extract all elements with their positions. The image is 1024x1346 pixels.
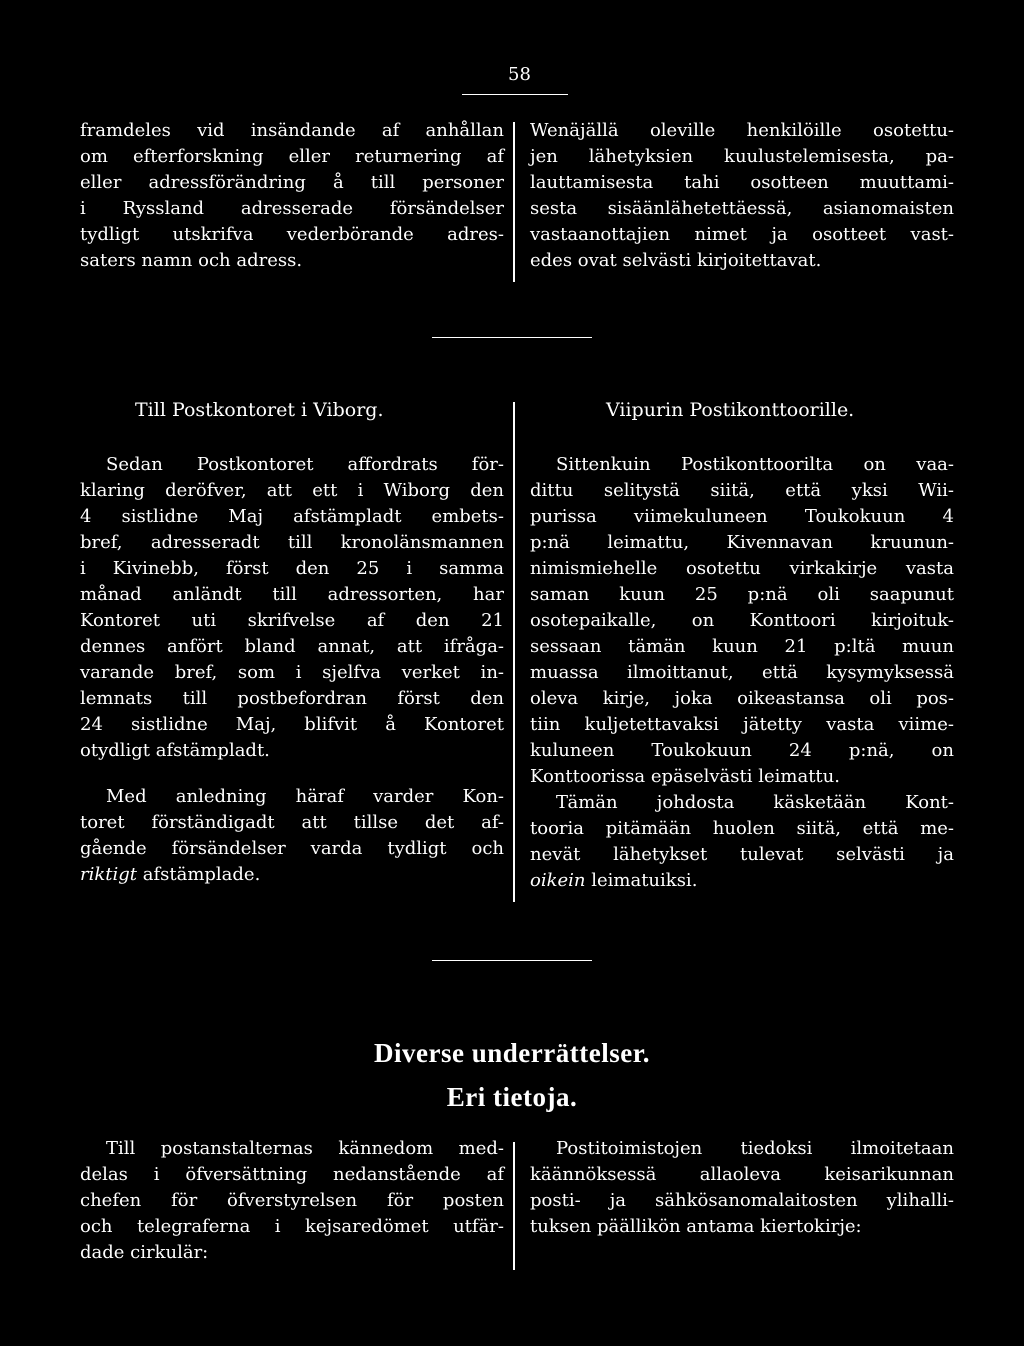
text-line: osotepaikalle, on Konttoori kirjoituk- <box>530 610 954 631</box>
text-line: chefen för öfverstyrelsen för posten <box>80 1190 504 1211</box>
swedish-notice <box>80 1136 504 1266</box>
text-line: nevät lähetykset tulevat selvästi ja <box>530 844 954 865</box>
text-line: jen lähetyksien kuulustelemisesta, pa- <box>530 146 954 167</box>
text-line: Kontoret uti skrifvelse af den 21 <box>80 610 504 631</box>
text-line: toret förständigadt att tillse det af- <box>80 812 504 833</box>
text-line: dade cirkulär: <box>80 1242 209 1263</box>
text-line: saman kuun 25 p:nä oli saapunut <box>530 584 954 605</box>
text-line: framdeles vid insändande af anhållan <box>80 120 504 141</box>
text-line: om efterforskning eller returnering af <box>80 146 504 167</box>
text-line: i Kivinebb, först den 25 i samma <box>80 558 504 579</box>
italic-word: riktigt <box>80 864 138 885</box>
text-line: i Ryssland adresserade försändelser <box>80 198 504 219</box>
text-line: saters namn och adress. <box>80 250 303 271</box>
text-line: klaring deröfver, att ett i Wiborg den <box>80 480 504 501</box>
finnish-letter-body <box>530 452 954 894</box>
column-divider <box>513 122 515 282</box>
text-line: sesta sisäänlähetettäessä, asianomaisten <box>530 198 954 219</box>
text-line: månad anländt till adressorten, har <box>80 584 504 605</box>
text-line: otydligt afstämpladt. <box>80 740 270 761</box>
text-line: p:nä leimattu, Kivennavan kruunun- <box>530 532 954 553</box>
text-line <box>530 868 954 894</box>
text-line: tooria pitämään huolen siitä, että me- <box>530 818 954 839</box>
text-line: edes ovat selvästi kirjoitettavat. <box>530 250 822 271</box>
text-line: Konttoorissa epäselvästi leimattu. <box>530 766 840 787</box>
text-line: Tämän johdosta käsketään Kont- <box>556 792 954 813</box>
top-swedish-column <box>80 118 504 274</box>
text-line: Postitoimistojen tiedoksi ilmoitetaan <box>556 1138 954 1159</box>
text-line: tiin kuljetettavaksi jätetty vasta viime- <box>530 714 954 735</box>
text-line: bref, adresseradt till kronolänsmannen <box>80 532 504 553</box>
text-line: 24 sistlidne Maj, blifvit å Kontoret <box>80 714 504 735</box>
italic-word: oikein <box>530 870 586 891</box>
text-line: lemnats till postbefordran först den <box>80 688 504 709</box>
text-line: purissa viimekuluneen Toukokuun 4 <box>530 506 954 527</box>
column-divider <box>513 402 515 902</box>
text-line: lauttamisesta tahi osotteen muuttami- <box>530 172 954 193</box>
column-divider <box>513 1142 515 1270</box>
page-number: 58 <box>508 64 531 85</box>
text-line: dennes anfört bland annat, att ifråga- <box>80 636 504 657</box>
finnish-heading: Viipurin Postikonttoorille. <box>606 399 855 421</box>
text-line: delas i öfversättning nedanstående af <box>80 1164 504 1185</box>
finnish-notice <box>530 1136 954 1240</box>
text-line: tydligt utskrifva vederbörande adres- <box>80 224 504 245</box>
text-line: gående försändelser varda tydligt och <box>80 838 504 859</box>
text-line: nimismiehelle osotettu virkakirje vasta <box>530 558 954 579</box>
text-span: leimatuiksi. <box>585 870 698 891</box>
text-line: muassa ilmoittanut, että kysymyksessä <box>530 662 954 683</box>
text-line <box>80 862 504 888</box>
text-line: Sittenkuin Postikonttoorilta on vaa- <box>556 454 954 475</box>
text-line: tuksen päällikön antama kiertokirje: <box>530 1216 862 1237</box>
text-span: afstämplade. <box>137 864 261 885</box>
text-line: dittu selitystä siitä, että yksi Wii- <box>530 480 954 501</box>
section-heading-swedish: Diverse underrättelser. <box>374 1038 650 1068</box>
text-line: Wenäjällä oleville henkilöille osotettu- <box>530 120 954 141</box>
text-line: käännöksessä allaoleva keisarikunnan <box>530 1164 954 1185</box>
text-line: Med anledning häraf varder Kon- <box>106 786 504 807</box>
text-line: varande bref, som i sjelfva verket in- <box>80 662 504 683</box>
top-finnish-column <box>530 118 954 274</box>
text-line: vastaanottajien nimet ja osotteet vast- <box>530 224 954 245</box>
text-line: 4 sistlidne Maj afstämpladt embets- <box>80 506 504 527</box>
text-line: oleva kirje, joka oikeastansa oli pos- <box>530 688 954 709</box>
text-line: Sedan Postkontoret affordrats för- <box>106 454 504 475</box>
section-separator <box>432 337 592 338</box>
swedish-letter-body <box>80 452 504 888</box>
section-separator <box>432 960 592 961</box>
section-heading-finnish: Eri tietoja. <box>446 1082 578 1112</box>
text-line: posti- ja sähkösanomalaitosten ylihalli- <box>530 1190 954 1211</box>
text-line: Till postanstalternas kännedom med- <box>106 1138 504 1159</box>
swedish-heading: Till Postkontoret i Viborg. <box>135 399 384 421</box>
text-line: sessaan tämän kuun 21 p:ltä muun <box>530 636 954 657</box>
text-line: kuluneen Toukokuun 24 p:nä, on <box>530 740 954 761</box>
header-rule <box>462 94 568 95</box>
text-line: och telegraferna i kejsaredömet utfär- <box>80 1216 504 1237</box>
text-line: eller adressförändring å till personer <box>80 172 504 193</box>
